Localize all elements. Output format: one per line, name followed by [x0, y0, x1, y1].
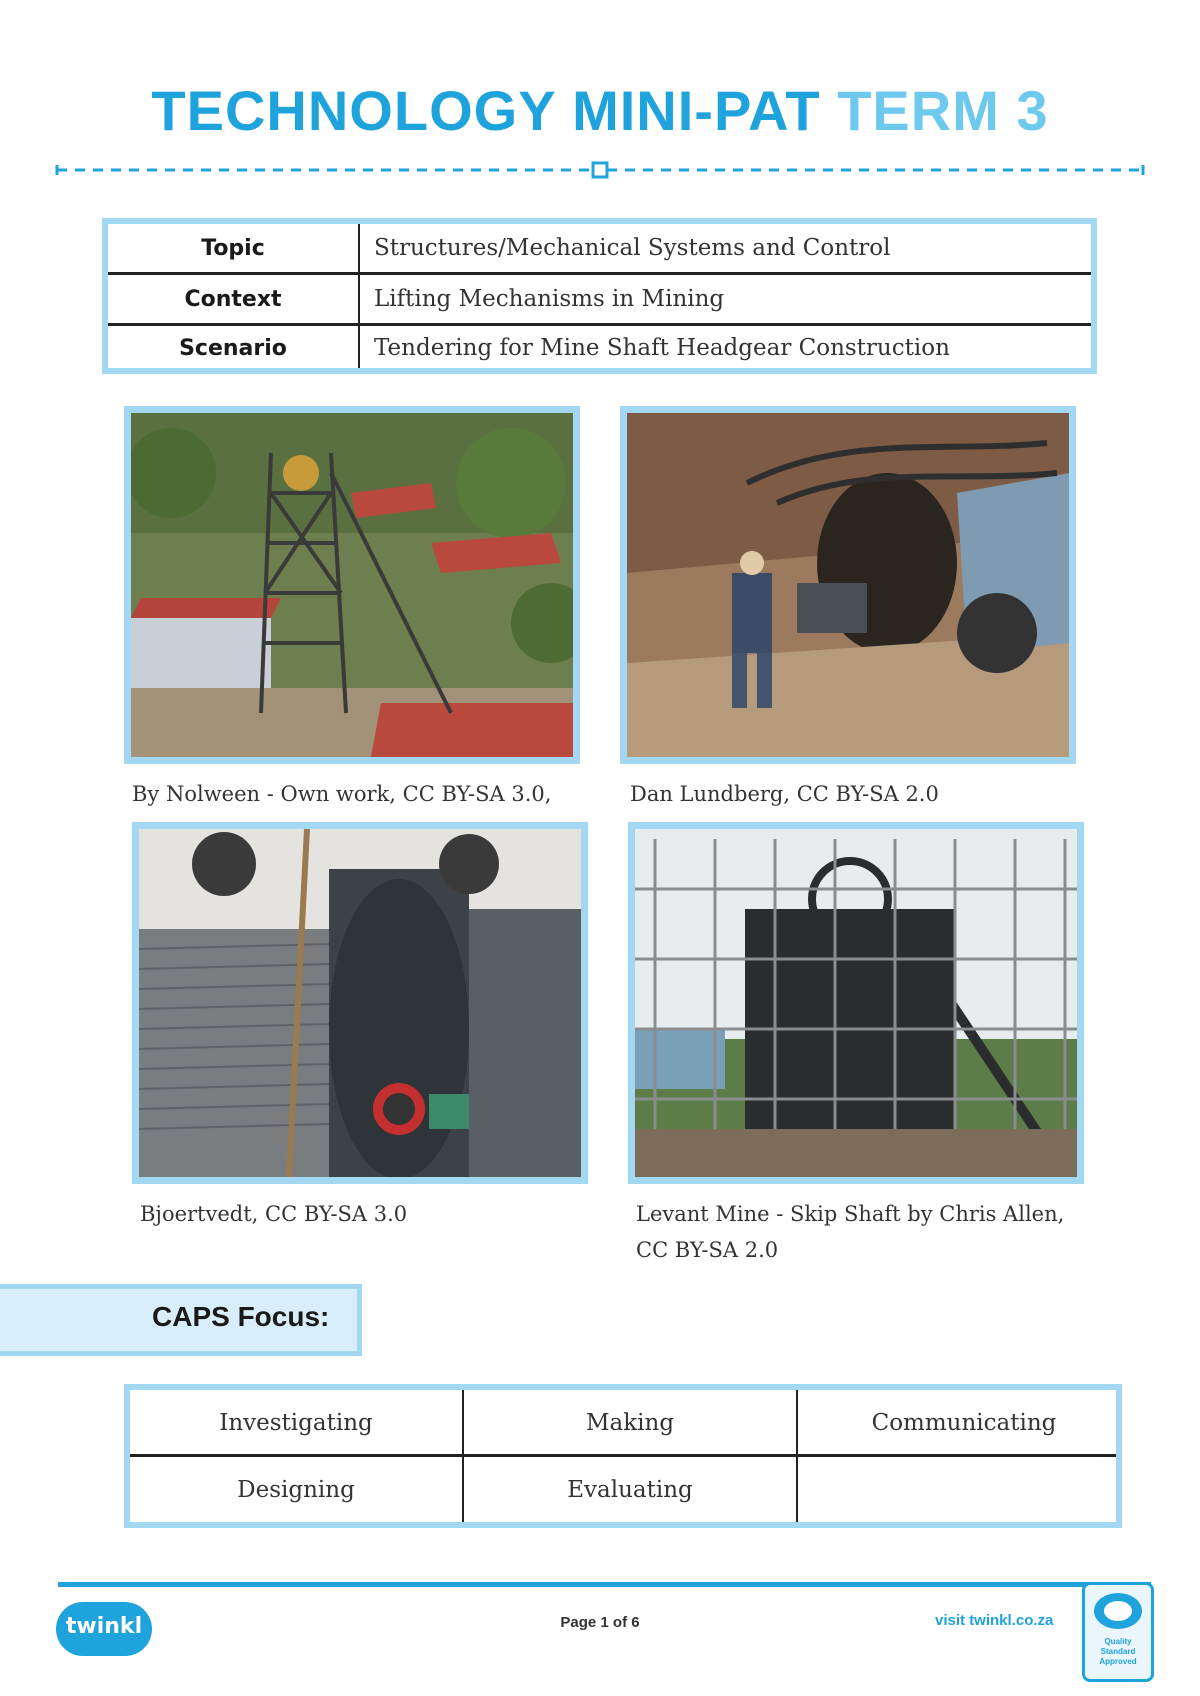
- caps-cell: Evaluating: [567, 1477, 693, 1503]
- badge-icon: [1085, 1585, 1151, 1635]
- photo-caption: Bjoertvedt, CC BY-SA 3.0: [140, 1202, 408, 1226]
- photo-levant-mine: [628, 822, 1084, 1184]
- caps-cell: Making: [585, 1410, 675, 1436]
- row-label: Context: [184, 286, 282, 312]
- caps-focus-tab: [0, 1284, 362, 1356]
- table-row-scenario: [108, 324, 1091, 372]
- page-title: [0, 78, 1200, 143]
- levant-mine-image: [635, 829, 1077, 1177]
- caption-line: CC BY-SA 2.0: [636, 1238, 779, 1262]
- caps-cell: Designing: [237, 1477, 355, 1503]
- footer-divider: [58, 1582, 1151, 1587]
- caps-table: [124, 1384, 1122, 1528]
- quality-badge: [1082, 1582, 1154, 1682]
- row-value: Lifting Mechanisms in Mining: [374, 286, 725, 312]
- topic-table: [102, 218, 1097, 374]
- title-divider: [55, 160, 1145, 180]
- title-term: TERM 3: [837, 79, 1049, 142]
- winding-engine-image: [139, 829, 581, 1177]
- caption-line: Levant Mine - Skip Shaft by Chris Allen,: [636, 1202, 1065, 1226]
- twinkl-logo[interactable]: [56, 1602, 152, 1656]
- table-row-context: [108, 275, 1091, 323]
- title-main: TECHNOLOGY MINI-PAT: [151, 79, 821, 142]
- badge-text: Quality Standard Approved: [1099, 1637, 1137, 1666]
- caps-cell: [798, 1457, 1130, 1523]
- caps-cell: Investigating: [219, 1410, 373, 1436]
- table-row-topic: [108, 224, 1091, 272]
- row-label: Topic: [201, 235, 265, 261]
- miners-cart-image: [627, 413, 1069, 757]
- logo-text: twinkl: [65, 1614, 143, 1639]
- row-label: Scenario: [179, 335, 287, 361]
- photo-winding-engine: [132, 822, 588, 1184]
- caps-cell: Communicating: [871, 1410, 1057, 1436]
- photo-miners-cart: [620, 406, 1076, 764]
- row-value: Structures/Mechanical Systems and Control: [374, 235, 891, 261]
- caps-focus-label: CAPS Focus:: [152, 1301, 330, 1332]
- photo-headgear-aerial: [124, 406, 580, 764]
- photo-caption: [636, 1196, 1064, 1268]
- photo-caption: By Nolween - Own work, CC BY-SA 3.0,: [132, 782, 552, 806]
- row-value: Tendering for Mine Shaft Headgear Construction: [374, 335, 950, 361]
- visit-link[interactable]: visit twinkl.co.za: [935, 1612, 1054, 1629]
- photo-caption: Dan Lundberg, CC BY-SA 2.0: [630, 782, 939, 806]
- page-number: Page 1 of 6: [560, 1614, 640, 1631]
- headgear-aerial-image: [131, 413, 573, 757]
